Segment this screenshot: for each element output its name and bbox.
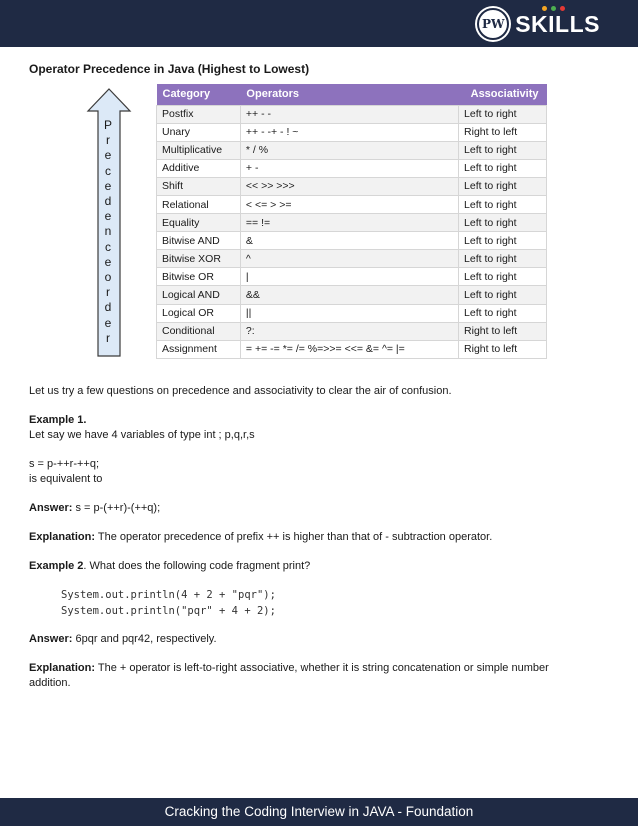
header-bar bbox=[0, 0, 638, 47]
column-header-operators: Operators bbox=[240, 84, 458, 105]
footer-bar bbox=[0, 798, 638, 826]
cell-associativity: Right to left bbox=[459, 123, 547, 141]
intro-text: Let us try a few questions on precedence and associativity to clear the air of confusion. bbox=[29, 385, 452, 397]
cell-associativity: Left to right bbox=[459, 250, 547, 268]
footer-text: Cracking the Coding Interview in JAVA - Foundation bbox=[164, 804, 474, 819]
column-header-associativity: Associativity bbox=[459, 84, 547, 105]
explanation2-continued: addition. bbox=[29, 677, 71, 689]
arrow-letter: r bbox=[106, 133, 110, 148]
cell-associativity: Left to right bbox=[459, 177, 547, 195]
logo-dot-orange bbox=[542, 6, 547, 11]
cell-associativity: Left to right bbox=[459, 105, 547, 123]
cell-operators: * / % bbox=[240, 141, 458, 159]
cell-category: Equality bbox=[157, 214, 241, 232]
cell-associativity: Left to right bbox=[459, 159, 547, 177]
cell-operators: | bbox=[240, 268, 458, 286]
cell-category: Relational bbox=[157, 195, 241, 213]
table-row bbox=[157, 105, 547, 123]
cell-associativity: Left to right bbox=[459, 141, 547, 159]
cell-category: Bitwise XOR bbox=[157, 250, 241, 268]
table-row bbox=[157, 177, 547, 195]
example1-text: Let say we have 4 variables of type int ; p,q,r,s bbox=[29, 429, 255, 441]
table-row bbox=[157, 141, 547, 159]
table-row bbox=[157, 250, 547, 268]
cell-operators: << >> >>> bbox=[240, 177, 458, 195]
cell-category: Bitwise OR bbox=[157, 268, 241, 286]
explanation2: Explanation: The + operator is left-to-right associative, whether it is string concatenation or simple number bbox=[29, 662, 549, 674]
equivalent-line: is equivalent to bbox=[29, 473, 103, 485]
cell-category: Assignment bbox=[157, 340, 241, 358]
table-header-row bbox=[157, 84, 547, 105]
arrow-letter: r bbox=[106, 285, 110, 300]
arrow-letter: P bbox=[103, 118, 112, 132]
arrow-letter: n bbox=[104, 224, 112, 239]
cell-associativity: Left to right bbox=[459, 268, 547, 286]
cell-operators: + - bbox=[240, 159, 458, 177]
column-header-category: Category bbox=[157, 84, 241, 105]
cell-category: Additive bbox=[157, 159, 241, 177]
arrow-letter: e bbox=[104, 209, 112, 224]
arrow-letter: c bbox=[105, 239, 111, 254]
answer1: Answer: s = p-(++r)-(++q); bbox=[29, 502, 161, 514]
cell-operators: ^ bbox=[240, 250, 458, 268]
cell-operators: < <= > >= bbox=[240, 195, 458, 213]
pw-skills-logo bbox=[477, 7, 600, 41]
expression-line: s = p-++r-++q; bbox=[29, 458, 100, 470]
arrow-letter: d bbox=[104, 194, 112, 209]
cell-category: Multiplicative bbox=[157, 141, 241, 159]
cell-operators: ++ - - bbox=[240, 105, 458, 123]
cell-associativity: Right to left bbox=[459, 340, 547, 358]
cell-operators: & bbox=[240, 232, 458, 250]
table-row bbox=[157, 304, 547, 322]
logo-dots bbox=[542, 6, 565, 11]
arrow-letter: c bbox=[105, 163, 111, 178]
table-row bbox=[157, 286, 547, 304]
cell-operators: ?: bbox=[240, 322, 458, 340]
logo-dot-green bbox=[551, 6, 556, 11]
explanation1: Explanation: The operator precedence of prefix ++ is higher than that of - subtraction operator. bbox=[29, 531, 493, 543]
page-title: Operator Precedence in Java (Highest to Lowest) bbox=[29, 62, 310, 76]
arrow-letter: e bbox=[104, 148, 112, 163]
code-line: System.out.println(4 + 2 + "pqr"); bbox=[61, 589, 276, 601]
cell-category: Unary bbox=[157, 123, 241, 141]
cell-operators: || bbox=[240, 304, 458, 322]
cell-operators: && bbox=[240, 286, 458, 304]
answer2: Answer: 6pqr and pqr42, respectively. bbox=[29, 633, 217, 645]
table-row bbox=[157, 340, 547, 358]
table-row bbox=[157, 123, 547, 141]
cell-operators: = += -= *= /= %=>>= <<= &= ^= |= bbox=[240, 340, 458, 358]
cell-category: Logical AND bbox=[157, 286, 241, 304]
cell-category: Bitwise AND bbox=[157, 232, 241, 250]
table-row bbox=[157, 159, 547, 177]
cell-category: Logical OR bbox=[157, 304, 241, 322]
cell-operators: ++ - -+ - ! ~ bbox=[240, 123, 458, 141]
table-row bbox=[157, 268, 547, 286]
logo-text: SKILLS bbox=[515, 10, 600, 37]
cell-associativity: Right to left bbox=[459, 322, 547, 340]
arrow-letter: r bbox=[106, 330, 110, 345]
code-line: System.out.println("pqr" + 4 + 2); bbox=[61, 605, 276, 617]
precedence-table bbox=[156, 84, 547, 359]
arrow-letter: e bbox=[104, 178, 112, 193]
precedence-order-label bbox=[96, 118, 120, 346]
example2: Example 2. What does the following code fragment print? bbox=[29, 560, 311, 572]
table-row bbox=[157, 232, 547, 250]
example1-label: Example 1. bbox=[29, 414, 87, 426]
cell-category: Postfix bbox=[157, 105, 241, 123]
arrow-letter: o bbox=[104, 270, 112, 285]
table-row bbox=[157, 195, 547, 213]
arrow-letter: d bbox=[104, 300, 112, 315]
pw-logo-badge: PW bbox=[477, 8, 509, 40]
arrow-letter: e bbox=[104, 254, 112, 269]
cell-associativity: Left to right bbox=[459, 214, 547, 232]
code-block bbox=[61, 587, 276, 619]
cell-category: Shift bbox=[157, 177, 241, 195]
cell-associativity: Left to right bbox=[459, 304, 547, 322]
cell-associativity: Left to right bbox=[459, 195, 547, 213]
cell-category: Conditional bbox=[157, 322, 241, 340]
table-row bbox=[157, 322, 547, 340]
cell-associativity: Left to right bbox=[459, 232, 547, 250]
logo-dot-red bbox=[560, 6, 565, 11]
arrow-letter: e bbox=[104, 315, 112, 330]
cell-associativity: Left to right bbox=[459, 286, 547, 304]
cell-operators: == != bbox=[240, 214, 458, 232]
table-row bbox=[157, 214, 547, 232]
